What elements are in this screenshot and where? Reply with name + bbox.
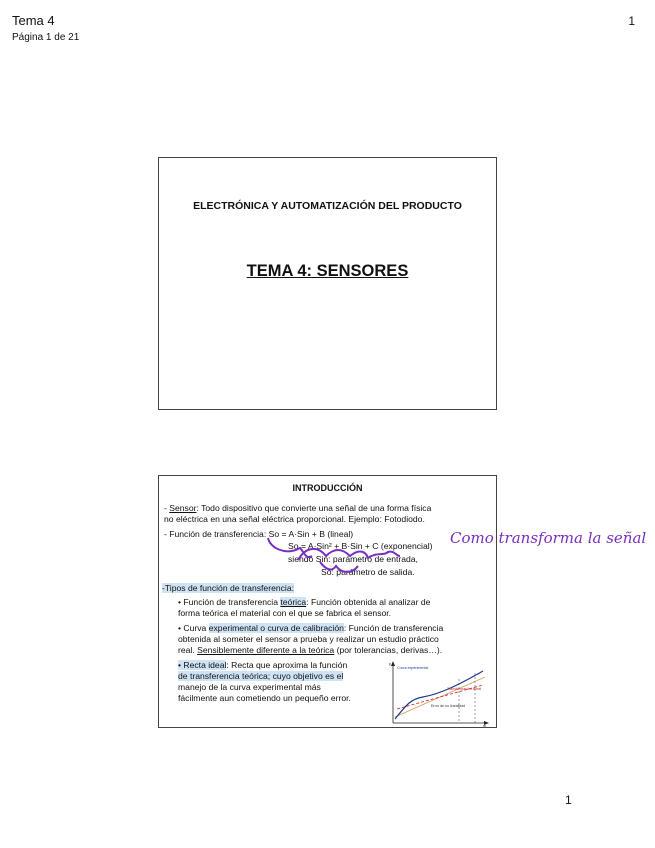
- course-title: ELECTRÓNICA Y AUTOMATIZACIÓN DEL PRODUCTO: [193, 200, 462, 212]
- type-experimental-line-1: • Curva experimental o curva de calibración: Función de transferencia: [178, 623, 444, 633]
- linear-function-label: Transformación lineal: [447, 687, 482, 691]
- nonlinearity-error-label: Error de no linealidad: [431, 704, 466, 708]
- handwritten-note: Como transforma la señal: [450, 529, 647, 547]
- sensor-definition-line-2: no eléctrica en una señal eléctrica proporcional. Ejemplo: Fotodiodo.: [164, 514, 425, 524]
- type-ideal-line-3: manejo de la curva experimental más: [178, 682, 321, 692]
- sensor-definition-line-1: - Sensor: Todo dispositivo que convierte una señal de una forma física: [164, 503, 432, 513]
- y-axis-label: y: [389, 661, 391, 666]
- slide-heading: INTRODUCCIÓN: [292, 483, 363, 493]
- type-ideal-line-4: fácilmente aun cometiendo un pequeño error.: [178, 693, 351, 703]
- type-theoretical-line-1: • Función de transferencia teórica: Función obtenida al analizar de: [178, 597, 431, 607]
- types-heading: -Tipos de función de transferencia:: [162, 583, 295, 593]
- footer-page-number: 1: [565, 793, 572, 807]
- type-ideal-line-2: de transferencia teórica; cuyo objetivo es el: [178, 671, 344, 681]
- output-parameter-definition: So: parámetro de salida.: [321, 567, 415, 577]
- input-parameter-definition: siendo Sin: parámetro de entrada,: [288, 554, 418, 564]
- type-experimental-line-3: real. Sensiblemente diferente a la teórica (por tolerancias, derivas…).: [178, 645, 443, 655]
- slide-title: [158, 157, 497, 410]
- transfer-function-figure: [387, 659, 491, 727]
- curve-experimental-label: Curva experimental: [397, 666, 429, 670]
- page-number: 1: [628, 14, 635, 28]
- slide-introduccion: [158, 475, 497, 728]
- type-theoretical-line-2: forma teórica el material con el que se fabrica el sensor.: [178, 608, 392, 618]
- page-indicator: Página 1 de 21: [12, 32, 80, 43]
- x-axis-label: m: [483, 723, 487, 727]
- type-experimental-line-2: obtenida al someter el sensor a prueba y realizar un estudio práctico: [178, 634, 439, 644]
- topic-title: TEMA 4: SENSORES: [246, 262, 409, 280]
- document-title: Tema 4: [12, 13, 55, 28]
- type-ideal-line-1: • Recta ideal: Recta que aproxima la función: [178, 660, 348, 670]
- transfer-function-exponential: So = A·Sin² + B·Sin + C (exponencial): [288, 541, 433, 551]
- transfer-function-linear: - Función de transferencia: So = A·Sin + B (lineal): [164, 529, 354, 539]
